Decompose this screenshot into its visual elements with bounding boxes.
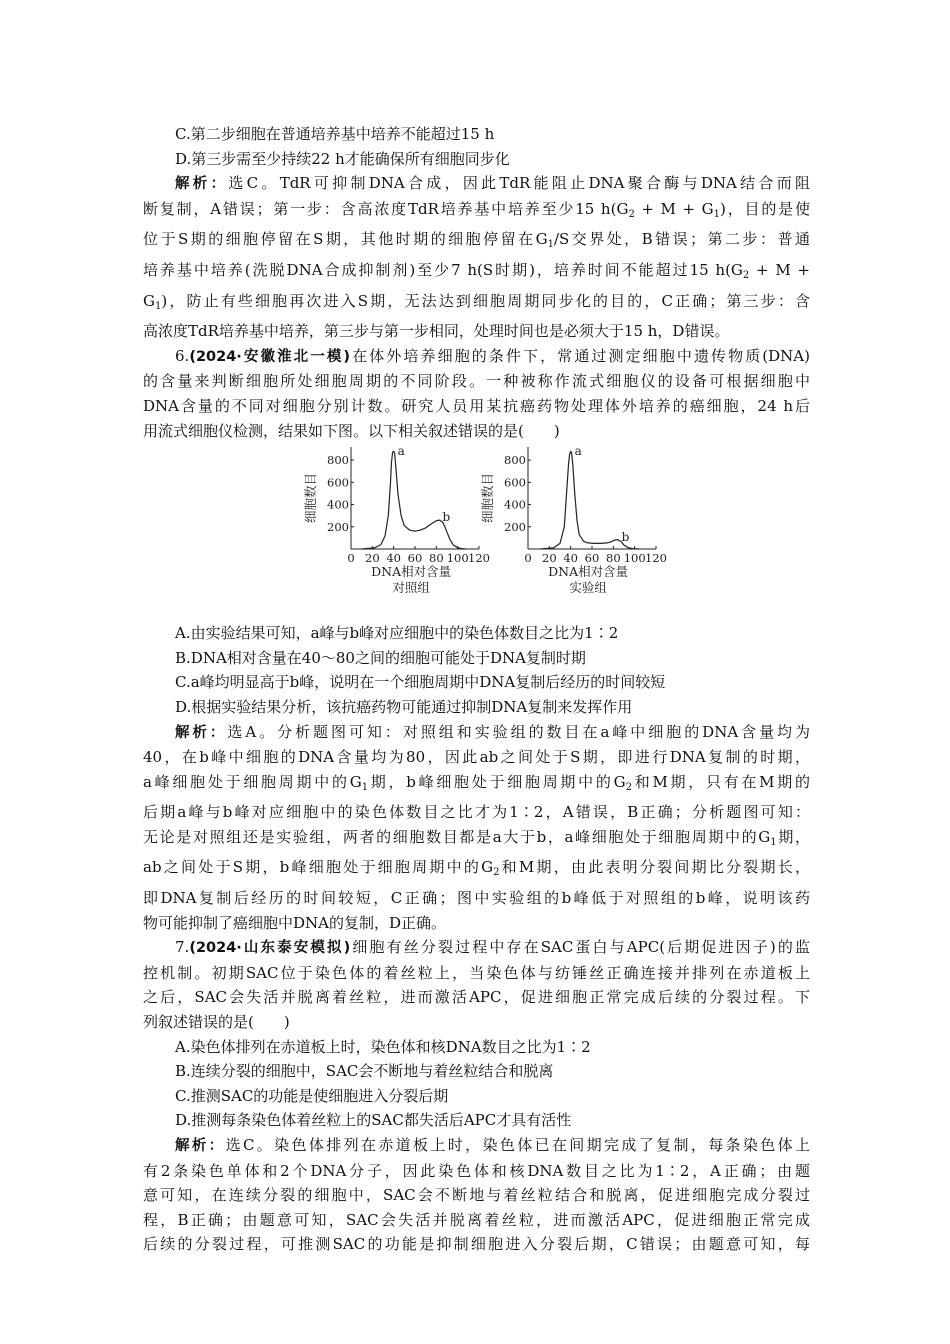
flow-cytometry-charts bbox=[143, 443, 810, 621]
chart2-peak-label: a bbox=[574, 444, 582, 459]
chart1-y-tick-label: 600 bbox=[327, 475, 349, 490]
analysis6-line8: 物可能抑制了癌细胞中DNA的复制，D正确。 bbox=[143, 913, 447, 932]
analysis5-line2: 断复制，A错误；第一步：含高浓度TdR培养基中培养至少15 $h(G_2 + M + G_1)$，目的是使 bbox=[143, 199, 810, 220]
chart2-title: 实验组 bbox=[569, 580, 607, 596]
option-d: D.根据实验结果分析，该抗癌药物可能通过抑制DNA复制来发挥作用 bbox=[175, 697, 633, 716]
chart1-title: 对照组 bbox=[392, 580, 430, 596]
chart2-x-tick-label: 60 bbox=[584, 551, 600, 566]
option-d: D.推测每条染色体着丝粒上的SAC都失活后APC才具有活性 bbox=[175, 1111, 572, 1130]
chart1-y-label: 细胞数目 bbox=[303, 473, 318, 524]
analysis6-line5: 无论是对照组还是实验组，两者的细胞数目都是a大于b，a峰细胞处于细胞周期中的$G_1$期， bbox=[143, 827, 810, 848]
analysis5-line5: $G_1$)，防止有些细胞再次进入S期，无法达到细胞周期同步化的目的，C正确；第三步：含 bbox=[143, 291, 810, 312]
question7-line4: 列叙述错误的是( ) bbox=[143, 1013, 290, 1032]
chart2-x-tick-label: 120 bbox=[645, 551, 667, 566]
chart2-y-tick-label: 400 bbox=[504, 497, 526, 512]
question6-line1: 6.(2024·安徽淮北一模)在体外培养细胞的条件下，常通过测定细胞中遗传物质(DNA) bbox=[175, 346, 810, 365]
chart1-x-tick-label: 100 bbox=[446, 551, 469, 566]
analysis6-line1: 解析：选A。分析题图可知：对照组和实验组的数目在a峰中细胞的DNA含量均为 bbox=[175, 722, 810, 741]
analysis7-line5: 后续的分裂过程，可推测SAC的功能是抑制细胞进入分裂后期，C错误；由题意可知，每 bbox=[143, 1235, 810, 1254]
chart1-series-line bbox=[362, 451, 467, 549]
analysis6-line4: 后期a峰与b峰对应细胞中的染色体数目之比才为1∶2，A错误，B正确；分析题图可知： bbox=[143, 803, 810, 822]
option-a: A.由实验结果可知，a峰与b峰对应细胞中的染色体数目之比为1∶2 bbox=[175, 624, 619, 643]
option-c: C.a峰均明显高于b峰，说明在一个细胞周期中DNA复制后经历的时间较短 bbox=[175, 673, 666, 692]
chart1-peak-label: a bbox=[397, 444, 405, 459]
option-d-prev: D.第三步需至少持续22 h才能确保所有细胞同步化 bbox=[175, 149, 510, 168]
analysis-label: 解析： bbox=[175, 1138, 226, 1154]
analysis5-line3: 位于S期的细胞停留在S期，其他时期的细胞停留在$G_1/S$交界处，B错误；第二步：普通 bbox=[143, 230, 810, 251]
question-source: (2024·山东泰安模拟) bbox=[189, 940, 351, 957]
chart1-x-tick-label: 120 bbox=[468, 551, 490, 566]
analysis7-line3: 意可知，在连续分裂的细胞中，SAC会不断地与着丝粒结合和脱离，促进细胞完成分裂过 bbox=[143, 1186, 810, 1205]
analysis7-line2: 有2条染色单体和2个DNA分子，因此染色体和核DNA数目之比为1∶2，A正确；由题 bbox=[143, 1161, 810, 1180]
chart2-x-label: DNA相对含量 bbox=[548, 564, 629, 580]
chart1-peak-label: b bbox=[442, 509, 451, 524]
analysis-label: 解析： bbox=[175, 724, 228, 741]
chart1-x-tick-label: 40 bbox=[386, 551, 401, 566]
analysis6-line2: 40，在b峰中细胞的DNA含量均为80，因此ab之间处于S期，即进行DNA复制的时期， bbox=[143, 748, 810, 767]
chart1-x-tick-label: 20 bbox=[365, 551, 380, 566]
chart2-x-tick-label: 80 bbox=[606, 551, 621, 566]
question7-line2: 控机制。初期SAC位于染色体的着丝粒上，当染色体与纺锤丝正确连接并排列在赤道板上 bbox=[143, 963, 810, 982]
chart2-x-tick-label: 0 bbox=[524, 551, 532, 566]
analysis6-line3: a峰细胞处于细胞周期中的$G_1$期，b峰细胞处于细胞周期中的$G_2$和M期，只有在M期的 bbox=[143, 772, 810, 793]
chart2-y-tick-label: 800 bbox=[504, 453, 526, 468]
option-a: A.染色体排列在赤道板上时，染色体和核DNA数目之比为1∶2 bbox=[175, 1037, 591, 1056]
analysis-label: 解析： bbox=[175, 176, 229, 193]
chart2-peak-label: b bbox=[621, 529, 630, 544]
question6-line3: DNA含量的不同对细胞分别计数。研究人员用某抗癌药物处理体外培养的癌细胞，24 h后 bbox=[143, 396, 810, 415]
chart1-x-tick-label: 0 bbox=[347, 551, 355, 566]
question-source: (2024·安徽淮北一模) bbox=[189, 348, 351, 365]
option-b: B.连续分裂的细胞中，SAC会不断地与着丝粒结合和脱离 bbox=[175, 1062, 554, 1081]
chart2-y-label: 细胞数目 bbox=[480, 473, 495, 524]
analysis7-line4: 程，B正确；由题意可知，SAC会失活并脱离着丝粒，进而激活APC，促进细胞正常完成 bbox=[143, 1210, 810, 1229]
option-c: C.推测SAC的功能是使细胞进入分裂后期 bbox=[175, 1086, 449, 1105]
chart1-x-tick-label: 60 bbox=[407, 551, 423, 566]
chart1-x-tick-label: 80 bbox=[429, 551, 444, 566]
chart1-x-label: DNA相对含量 bbox=[371, 564, 452, 580]
question6-line2: 的含量来判断细胞所处细胞周期的不同阶段。一种被称作流式细胞仪的设备可根据细胞中 bbox=[143, 372, 810, 391]
analysis6-line7: 即DNA复制后经历的时间较短，C正确；图中实验组的b峰低于对照组的b峰，说明该药 bbox=[143, 889, 810, 908]
document-page bbox=[143, 122, 810, 1257]
chart1-y-tick-label: 800 bbox=[327, 453, 349, 468]
option-c-prev: C.第二步细胞在普通培养基中培养不能超过15 h bbox=[175, 125, 495, 143]
analysis6-line6: ab之间处于S期，b峰细胞处于细胞周期中的$G_2$和M期，由此表明分裂间期比分裂期长， bbox=[143, 858, 810, 879]
analysis5-line4: 培养基中培养(洗脱DNA合成抑制剂)至少7 h(S时期)，培养时间不能超过15 $h(G_2 + M$ + bbox=[143, 260, 810, 281]
chart2-y-tick-label: 200 bbox=[504, 519, 526, 534]
chart1-y-tick-label: 200 bbox=[327, 519, 349, 534]
chart1-y-tick-label: 400 bbox=[327, 497, 349, 512]
question6-line4: 用流式细胞仪检测，结果如下图。以下相关叙述错误的是( ) bbox=[143, 421, 560, 440]
chart2-x-tick-label: 40 bbox=[563, 551, 578, 566]
analysis7-line1: 解析：选C。染色体排列在赤道板上时，染色体已在间期完成了复制，每条染色体上 bbox=[175, 1136, 810, 1154]
option-b: B.DNA相对含量在40～80之间的细胞可能处于DNA复制时期 bbox=[175, 648, 586, 667]
question7-line3: 之后，SAC会失活并脱离着丝粒，进而激活APC，促进细胞正常完成后续的分裂过程。下 bbox=[143, 988, 810, 1007]
chart2-x-tick-label: 100 bbox=[623, 551, 646, 566]
analysis5-line6: 高浓度TdR培养基中培养，第三步与第一步相同，处理时间也是必须大于15 h，D错误。 bbox=[143, 322, 730, 341]
analysis5-line1: 解析：选C。TdR可抑制DNA合成，因此TdR能阻止DNA聚合酶与DNA结合而阻 bbox=[175, 174, 810, 193]
chart2-y-tick-label: 600 bbox=[504, 475, 526, 490]
question7-line1: 7.(2024·山东泰安模拟)细胞有丝分裂过程中存在SAC蛋白与APC(后期促进因子)的监 bbox=[175, 938, 810, 957]
flow-cytometry-figure bbox=[143, 443, 810, 621]
chart2-x-tick-label: 20 bbox=[542, 551, 557, 566]
